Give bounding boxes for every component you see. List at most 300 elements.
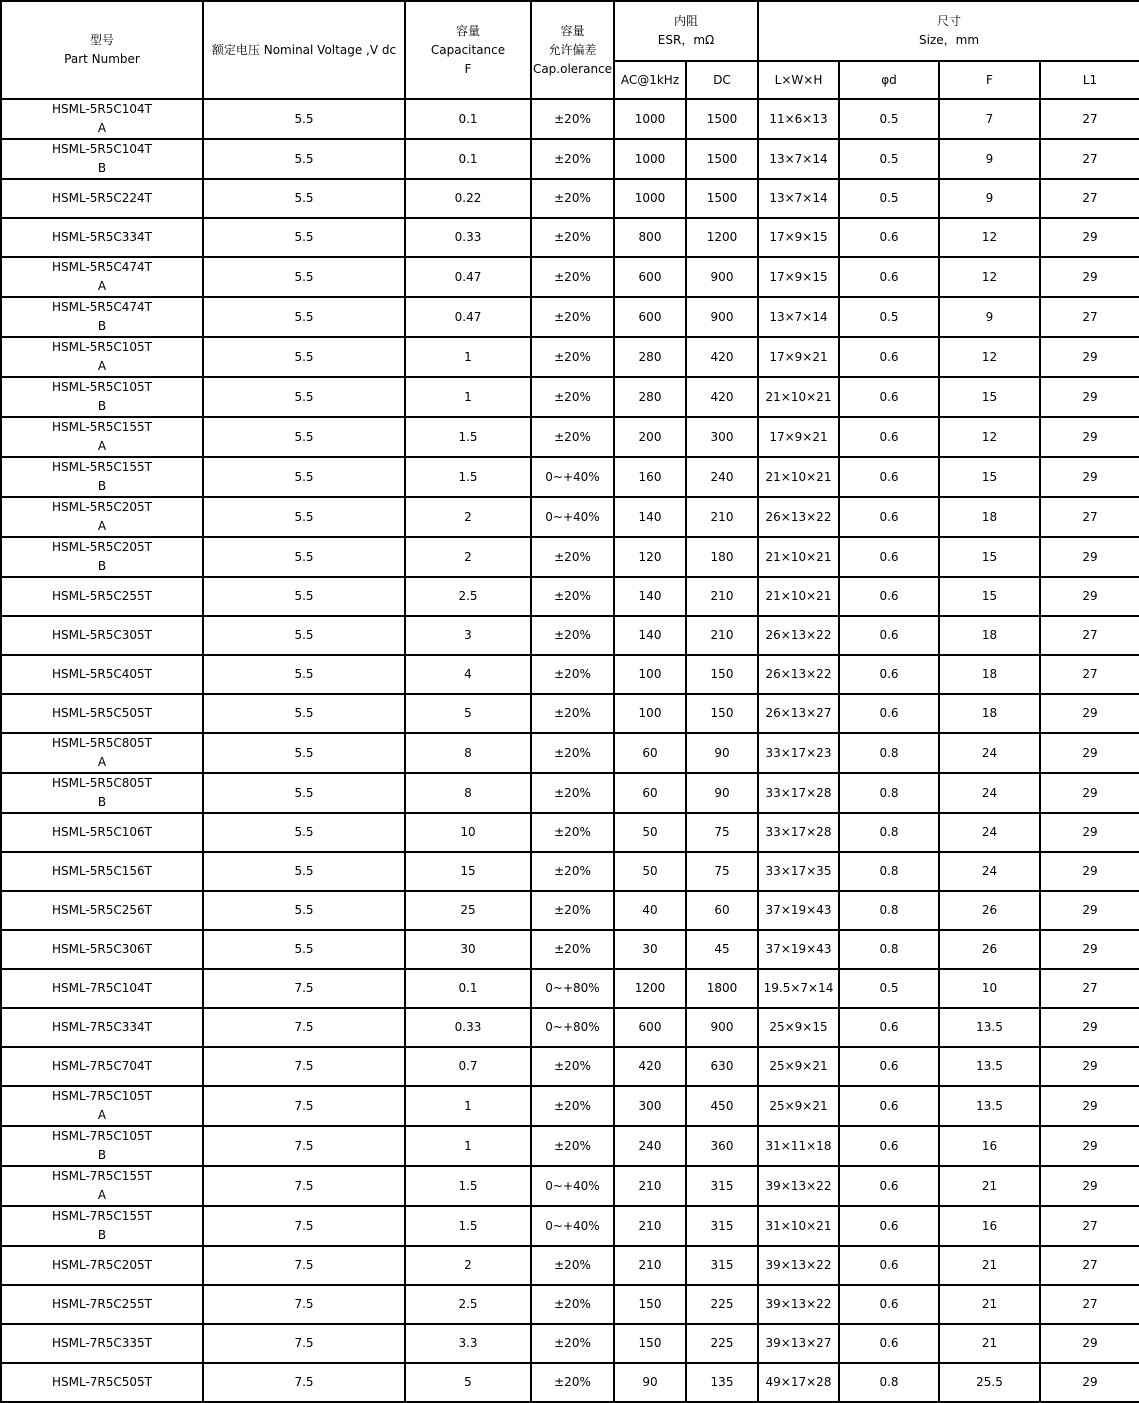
cell-size-l1: 27 <box>1040 1285 1139 1324</box>
cell-esr-dc: 1800 <box>686 969 758 1008</box>
cell-esr-ac: 800 <box>614 218 686 257</box>
cell-esr-ac: 280 <box>614 377 686 417</box>
cell-size-pd: 0.6 <box>839 537 939 577</box>
part-number-variant: A <box>97 279 107 293</box>
part-number-text: HSML-5R5C334T <box>51 230 153 244</box>
part-number-text: HSML-5R5C155T <box>51 460 153 474</box>
cell-capacitance: 1 <box>405 337 531 377</box>
cell-voltage: 7.5 <box>203 1285 405 1324</box>
cell-size-pd: 0.5 <box>839 139 939 179</box>
cell-size-pd: 0.5 <box>839 297 939 337</box>
part-number-text: HSML-7R5C704T <box>51 1059 153 1073</box>
table-body <box>1 99 1139 1402</box>
table-header <box>1 1 1139 99</box>
cell-size-f: 13.5 <box>939 1047 1040 1086</box>
cell-size-pd: 0.8 <box>839 852 939 891</box>
cell-size-l1: 27 <box>1040 616 1139 655</box>
table-row <box>1 694 1139 733</box>
cell-tolerance: 0~+80% <box>531 969 614 1008</box>
cell-esr-dc: 300 <box>686 417 758 457</box>
cell-size-pd: 0.8 <box>839 1363 939 1402</box>
cell-part-number <box>1 930 203 969</box>
part-number-text: HSML-7R5C105T <box>51 1089 153 1103</box>
cell-capacitance: 2 <box>405 537 531 577</box>
cell-size-f: 21 <box>939 1324 1040 1363</box>
part-number-variant: B <box>97 399 107 413</box>
part-number-variant: A <box>97 755 107 769</box>
part-number-variant: B <box>97 1148 107 1162</box>
table-row <box>1 537 1139 577</box>
cell-esr-ac: 100 <box>614 655 686 694</box>
cell-capacitance: 0.33 <box>405 1008 531 1047</box>
table-row <box>1 616 1139 655</box>
part-number-text: HSML-5R5C256T <box>51 903 153 917</box>
cell-esr-ac: 60 <box>614 733 686 773</box>
cell-voltage: 5.5 <box>203 930 405 969</box>
cell-part-number <box>1 218 203 257</box>
part-number-text: HSML-5R5C805T <box>51 776 153 790</box>
table-row <box>1 852 1139 891</box>
cell-size-pd: 0.6 <box>839 497 939 537</box>
cell-size-pd: 0.6 <box>839 1126 939 1166</box>
cell-size-lwh: 37×19×43 <box>758 930 839 969</box>
cell-esr-dc: 150 <box>686 655 758 694</box>
cell-size-f: 18 <box>939 497 1040 537</box>
cell-size-f: 24 <box>939 852 1040 891</box>
part-number-text: HSML-5R5C405T <box>51 667 153 681</box>
cell-tolerance: ±20% <box>531 694 614 733</box>
header-size-lwh: L×W×H <box>758 61 839 99</box>
cell-size-l1: 29 <box>1040 1047 1139 1086</box>
cell-size-l1: 27 <box>1040 1246 1139 1285</box>
cell-size-pd: 0.6 <box>839 694 939 733</box>
cell-part-number <box>1 417 203 457</box>
cell-part-number <box>1 257 203 297</box>
cell-voltage: 5.5 <box>203 537 405 577</box>
cell-tolerance: ±20% <box>531 891 614 930</box>
table-row <box>1 377 1139 417</box>
cell-part-number <box>1 773 203 813</box>
table-row <box>1 1166 1139 1206</box>
table-row <box>1 655 1139 694</box>
cell-part-number <box>1 1324 203 1363</box>
cell-size-pd: 0.6 <box>839 1047 939 1086</box>
cell-capacitance: 0.33 <box>405 218 531 257</box>
cell-part-number <box>1 577 203 616</box>
cell-size-l1: 29 <box>1040 773 1139 813</box>
cell-esr-dc: 75 <box>686 813 758 852</box>
cell-tolerance: ±20% <box>531 1086 614 1126</box>
cell-part-number <box>1 813 203 852</box>
cell-size-f: 24 <box>939 813 1040 852</box>
cell-tolerance: ±20% <box>531 733 614 773</box>
cell-size-l1: 29 <box>1040 457 1139 497</box>
cell-capacitance: 1.5 <box>405 1166 531 1206</box>
cell-capacitance: 2.5 <box>405 1285 531 1324</box>
cell-voltage: 5.5 <box>203 179 405 218</box>
table-row <box>1 773 1139 813</box>
cell-size-pd: 0.6 <box>839 616 939 655</box>
cell-tolerance: 0~+40% <box>531 497 614 537</box>
header-esr-ac: AC@1kHz <box>614 61 686 99</box>
cell-size-f: 24 <box>939 773 1040 813</box>
cell-esr-ac: 50 <box>614 852 686 891</box>
part-number-variant: A <box>97 121 107 135</box>
cell-size-pd: 0.8 <box>839 891 939 930</box>
cell-part-number <box>1 1285 203 1324</box>
cell-size-lwh: 13×7×14 <box>758 297 839 337</box>
cell-size-f: 26 <box>939 930 1040 969</box>
cell-capacitance: 0.47 <box>405 297 531 337</box>
cell-capacitance: 1.5 <box>405 417 531 457</box>
cell-size-f: 15 <box>939 457 1040 497</box>
cell-tolerance: ±20% <box>531 813 614 852</box>
cell-size-pd: 0.8 <box>839 773 939 813</box>
cell-tolerance: ±20% <box>531 218 614 257</box>
cell-capacitance: 1.5 <box>405 1206 531 1246</box>
cell-voltage: 7.5 <box>203 1126 405 1166</box>
cell-size-lwh: 19.5×7×14 <box>758 969 839 1008</box>
cell-voltage: 5.5 <box>203 733 405 773</box>
cell-voltage: 5.5 <box>203 257 405 297</box>
cell-tolerance: ±20% <box>531 1285 614 1324</box>
cell-size-l1: 27 <box>1040 969 1139 1008</box>
cell-size-lwh: 21×10×21 <box>758 457 839 497</box>
cell-tolerance: ±20% <box>531 297 614 337</box>
cell-size-l1: 27 <box>1040 297 1139 337</box>
cell-voltage: 7.5 <box>203 969 405 1008</box>
table-row <box>1 417 1139 457</box>
table-row <box>1 813 1139 852</box>
cell-size-pd: 0.6 <box>839 457 939 497</box>
cell-esr-dc: 315 <box>686 1166 758 1206</box>
cell-size-lwh: 26×13×27 <box>758 694 839 733</box>
cell-esr-ac: 210 <box>614 1246 686 1285</box>
cell-tolerance: ±20% <box>531 139 614 179</box>
cell-tolerance: ±20% <box>531 930 614 969</box>
header-esr-dc: DC <box>686 61 758 99</box>
cell-size-lwh: 33×17×28 <box>758 813 839 852</box>
cell-size-lwh: 26×13×22 <box>758 497 839 537</box>
cell-size-lwh: 17×9×21 <box>758 337 839 377</box>
cell-size-f: 25.5 <box>939 1363 1040 1402</box>
cell-size-lwh: 39×13×22 <box>758 1166 839 1206</box>
cell-capacitance: 3.3 <box>405 1324 531 1363</box>
cell-part-number <box>1 297 203 337</box>
cell-part-number <box>1 537 203 577</box>
cell-size-f: 15 <box>939 577 1040 616</box>
cell-size-pd: 0.6 <box>839 257 939 297</box>
cell-esr-dc: 240 <box>686 457 758 497</box>
part-number-variant: B <box>97 795 107 809</box>
cell-part-number <box>1 457 203 497</box>
cell-esr-dc: 210 <box>686 616 758 655</box>
cell-part-number <box>1 1246 203 1285</box>
cell-size-f: 9 <box>939 297 1040 337</box>
cell-size-l1: 29 <box>1040 694 1139 733</box>
cell-tolerance: ±20% <box>531 773 614 813</box>
header-size-l1: L1 <box>1040 61 1139 99</box>
cell-tolerance: ±20% <box>531 537 614 577</box>
cell-esr-dc: 210 <box>686 577 758 616</box>
cell-esr-ac: 150 <box>614 1324 686 1363</box>
cell-size-f: 16 <box>939 1206 1040 1246</box>
table-row <box>1 457 1139 497</box>
cell-voltage: 5.5 <box>203 377 405 417</box>
cell-part-number <box>1 337 203 377</box>
part-number-text: HSML-5R5C474T <box>51 300 153 314</box>
cell-part-number <box>1 99 203 139</box>
cell-size-lwh: 33×17×28 <box>758 773 839 813</box>
cell-esr-dc: 180 <box>686 537 758 577</box>
header-part-number: 型号 Part Number <box>1 1 203 99</box>
cell-size-lwh: 33×17×23 <box>758 733 839 773</box>
cell-voltage: 5.5 <box>203 616 405 655</box>
cell-part-number <box>1 1166 203 1206</box>
header-size-f: F <box>939 61 1040 99</box>
table-row <box>1 1363 1139 1402</box>
cell-esr-ac: 600 <box>614 257 686 297</box>
cell-esr-dc: 900 <box>686 1008 758 1047</box>
cell-part-number <box>1 733 203 773</box>
cell-part-number <box>1 1008 203 1047</box>
cell-part-number <box>1 1047 203 1086</box>
table-row <box>1 930 1139 969</box>
part-number-text: HSML-5R5C104T <box>51 142 153 156</box>
cell-size-l1: 29 <box>1040 813 1139 852</box>
cell-size-l1: 29 <box>1040 417 1139 457</box>
part-number-variant: A <box>97 1188 107 1202</box>
cell-size-pd: 0.6 <box>839 1285 939 1324</box>
cell-part-number <box>1 179 203 218</box>
part-number-variant: B <box>97 1228 107 1242</box>
cell-esr-dc: 225 <box>686 1324 758 1363</box>
cell-voltage: 7.5 <box>203 1246 405 1285</box>
cell-voltage: 5.5 <box>203 297 405 337</box>
cell-size-pd: 0.6 <box>839 1206 939 1246</box>
part-number-variant: B <box>97 559 107 573</box>
cell-esr-ac: 1000 <box>614 179 686 218</box>
cell-capacitance: 0.47 <box>405 257 531 297</box>
cell-esr-ac: 150 <box>614 1285 686 1324</box>
cell-voltage: 7.5 <box>203 1324 405 1363</box>
cell-size-f: 24 <box>939 733 1040 773</box>
cell-esr-dc: 150 <box>686 694 758 733</box>
cell-voltage: 5.5 <box>203 852 405 891</box>
cell-esr-dc: 360 <box>686 1126 758 1166</box>
cell-capacitance: 3 <box>405 616 531 655</box>
part-number-text: HSML-7R5C335T <box>51 1336 153 1350</box>
cell-size-lwh: 49×17×28 <box>758 1363 839 1402</box>
cell-size-f: 12 <box>939 417 1040 457</box>
part-number-text: HSML-5R5C474T <box>51 260 153 274</box>
part-number-variant: A <box>97 519 107 533</box>
cell-part-number <box>1 139 203 179</box>
cell-part-number <box>1 655 203 694</box>
cell-part-number <box>1 377 203 417</box>
cell-size-l1: 29 <box>1040 1008 1139 1047</box>
cell-esr-dc: 45 <box>686 930 758 969</box>
cell-size-f: 18 <box>939 694 1040 733</box>
cell-esr-ac: 60 <box>614 773 686 813</box>
cell-esr-dc: 210 <box>686 497 758 537</box>
cell-esr-dc: 225 <box>686 1285 758 1324</box>
cell-size-l1: 27 <box>1040 99 1139 139</box>
cell-tolerance: ±20% <box>531 1246 614 1285</box>
cell-capacitance: 0.1 <box>405 139 531 179</box>
cell-size-lwh: 21×10×21 <box>758 577 839 616</box>
cell-size-l1: 29 <box>1040 577 1139 616</box>
cell-esr-ac: 160 <box>614 457 686 497</box>
table-row <box>1 1206 1139 1246</box>
part-number-text: HSML-7R5C104T <box>51 981 153 995</box>
cell-esr-dc: 1200 <box>686 218 758 257</box>
cell-tolerance: ±20% <box>531 655 614 694</box>
cell-esr-dc: 630 <box>686 1047 758 1086</box>
cell-tolerance: ±20% <box>531 1324 614 1363</box>
cell-size-l1: 29 <box>1040 930 1139 969</box>
part-number-text: HSML-5R5C156T <box>51 864 153 878</box>
cell-voltage: 5.5 <box>203 337 405 377</box>
part-number-text: HSML-5R5C104T <box>51 102 153 116</box>
table-row <box>1 1008 1139 1047</box>
table-row <box>1 179 1139 218</box>
part-number-text: HSML-7R5C155T <box>51 1209 153 1223</box>
cell-voltage: 7.5 <box>203 1047 405 1086</box>
cell-esr-dc: 135 <box>686 1363 758 1402</box>
part-number-variant: A <box>97 439 107 453</box>
header-capacitance: 容量 Capacitance F <box>405 1 531 99</box>
cell-size-l1: 27 <box>1040 179 1139 218</box>
cell-size-l1: 29 <box>1040 337 1139 377</box>
cell-size-lwh: 13×7×14 <box>758 179 839 218</box>
header-esr: 内阻 ESR，mΩ <box>614 1 758 61</box>
cell-capacitance: 8 <box>405 773 531 813</box>
cell-esr-ac: 90 <box>614 1363 686 1402</box>
cell-size-lwh: 39×13×27 <box>758 1324 839 1363</box>
cell-capacitance: 1.5 <box>405 457 531 497</box>
cell-voltage: 7.5 <box>203 1363 405 1402</box>
cell-esr-ac: 1000 <box>614 139 686 179</box>
table-row <box>1 1086 1139 1126</box>
cell-size-pd: 0.6 <box>839 1086 939 1126</box>
table-row <box>1 257 1139 297</box>
cell-capacitance: 5 <box>405 694 531 733</box>
part-number-text: HSML-5R5C105T <box>51 340 153 354</box>
part-number-text: HSML-5R5C106T <box>51 825 153 839</box>
cell-capacitance: 2 <box>405 497 531 537</box>
cell-voltage: 5.5 <box>203 773 405 813</box>
cell-size-l1: 29 <box>1040 377 1139 417</box>
cell-size-f: 12 <box>939 337 1040 377</box>
table-row <box>1 99 1139 139</box>
part-number-text: HSML-7R5C205T <box>51 1258 153 1272</box>
cell-esr-dc: 60 <box>686 891 758 930</box>
cell-size-pd: 0.5 <box>839 99 939 139</box>
cell-esr-dc: 75 <box>686 852 758 891</box>
cell-voltage: 5.5 <box>203 891 405 930</box>
cell-tolerance: ±20% <box>531 616 614 655</box>
cell-size-l1: 27 <box>1040 655 1139 694</box>
cell-size-pd: 0.6 <box>839 655 939 694</box>
cell-part-number <box>1 969 203 1008</box>
cell-capacitance: 0.22 <box>405 179 531 218</box>
cell-size-lwh: 21×10×21 <box>758 537 839 577</box>
cell-size-f: 7 <box>939 99 1040 139</box>
part-number-text: HSML-5R5C305T <box>51 628 153 642</box>
part-number-text: HSML-7R5C155T <box>51 1169 153 1183</box>
cell-size-f: 16 <box>939 1126 1040 1166</box>
cell-esr-ac: 140 <box>614 497 686 537</box>
cell-size-lwh: 25×9×21 <box>758 1047 839 1086</box>
cell-size-pd: 0.6 <box>839 417 939 457</box>
cell-size-f: 12 <box>939 218 1040 257</box>
cell-size-pd: 0.6 <box>839 377 939 417</box>
cell-size-pd: 0.6 <box>839 1166 939 1206</box>
cell-part-number <box>1 1086 203 1126</box>
cell-capacitance: 8 <box>405 733 531 773</box>
part-number-text: HSML-7R5C255T <box>51 1297 153 1311</box>
cell-size-l1: 29 <box>1040 1086 1139 1126</box>
cell-esr-ac: 210 <box>614 1206 686 1246</box>
part-number-variant: B <box>97 319 107 333</box>
part-number-text: HSML-5R5C205T <box>51 500 153 514</box>
cell-voltage: 5.5 <box>203 813 405 852</box>
cell-size-pd: 0.5 <box>839 179 939 218</box>
cell-size-lwh: 31×10×21 <box>758 1206 839 1246</box>
table-row <box>1 497 1139 537</box>
cell-size-pd: 0.8 <box>839 813 939 852</box>
cell-size-l1: 29 <box>1040 733 1139 773</box>
part-number-text: HSML-7R5C334T <box>51 1020 153 1034</box>
cell-size-pd: 0.5 <box>839 969 939 1008</box>
cell-part-number <box>1 1206 203 1246</box>
cell-voltage: 5.5 <box>203 694 405 733</box>
cell-size-lwh: 33×17×35 <box>758 852 839 891</box>
cell-esr-ac: 1200 <box>614 969 686 1008</box>
cell-size-f: 18 <box>939 616 1040 655</box>
cell-voltage: 5.5 <box>203 497 405 537</box>
cell-tolerance: ±20% <box>531 99 614 139</box>
cell-size-lwh: 11×6×13 <box>758 99 839 139</box>
part-number-text: HSML-7R5C505T <box>51 1375 153 1389</box>
cell-tolerance: 0~+40% <box>531 1166 614 1206</box>
cell-size-lwh: 17×9×21 <box>758 417 839 457</box>
cell-esr-ac: 600 <box>614 1008 686 1047</box>
cell-esr-dc: 900 <box>686 297 758 337</box>
cell-size-pd: 0.6 <box>839 1246 939 1285</box>
header-voltage: 额定电压 Nominal Voltage ,V dc <box>203 1 405 99</box>
part-number-text: HSML-5R5C155T <box>51 420 153 434</box>
cell-voltage: 5.5 <box>203 457 405 497</box>
cell-size-f: 9 <box>939 139 1040 179</box>
table-row <box>1 969 1139 1008</box>
cell-voltage: 7.5 <box>203 1008 405 1047</box>
header-size-pd: φd <box>839 61 939 99</box>
table-row <box>1 1126 1139 1166</box>
cell-esr-ac: 280 <box>614 337 686 377</box>
cell-tolerance: 0~+80% <box>531 1008 614 1047</box>
cell-size-f: 21 <box>939 1285 1040 1324</box>
cell-size-pd: 0.6 <box>839 218 939 257</box>
cell-size-f: 10 <box>939 969 1040 1008</box>
table-row <box>1 1047 1139 1086</box>
cell-esr-dc: 90 <box>686 733 758 773</box>
cell-esr-ac: 120 <box>614 537 686 577</box>
cell-size-lwh: 26×13×22 <box>758 616 839 655</box>
cell-capacitance: 25 <box>405 891 531 930</box>
cell-esr-dc: 420 <box>686 337 758 377</box>
